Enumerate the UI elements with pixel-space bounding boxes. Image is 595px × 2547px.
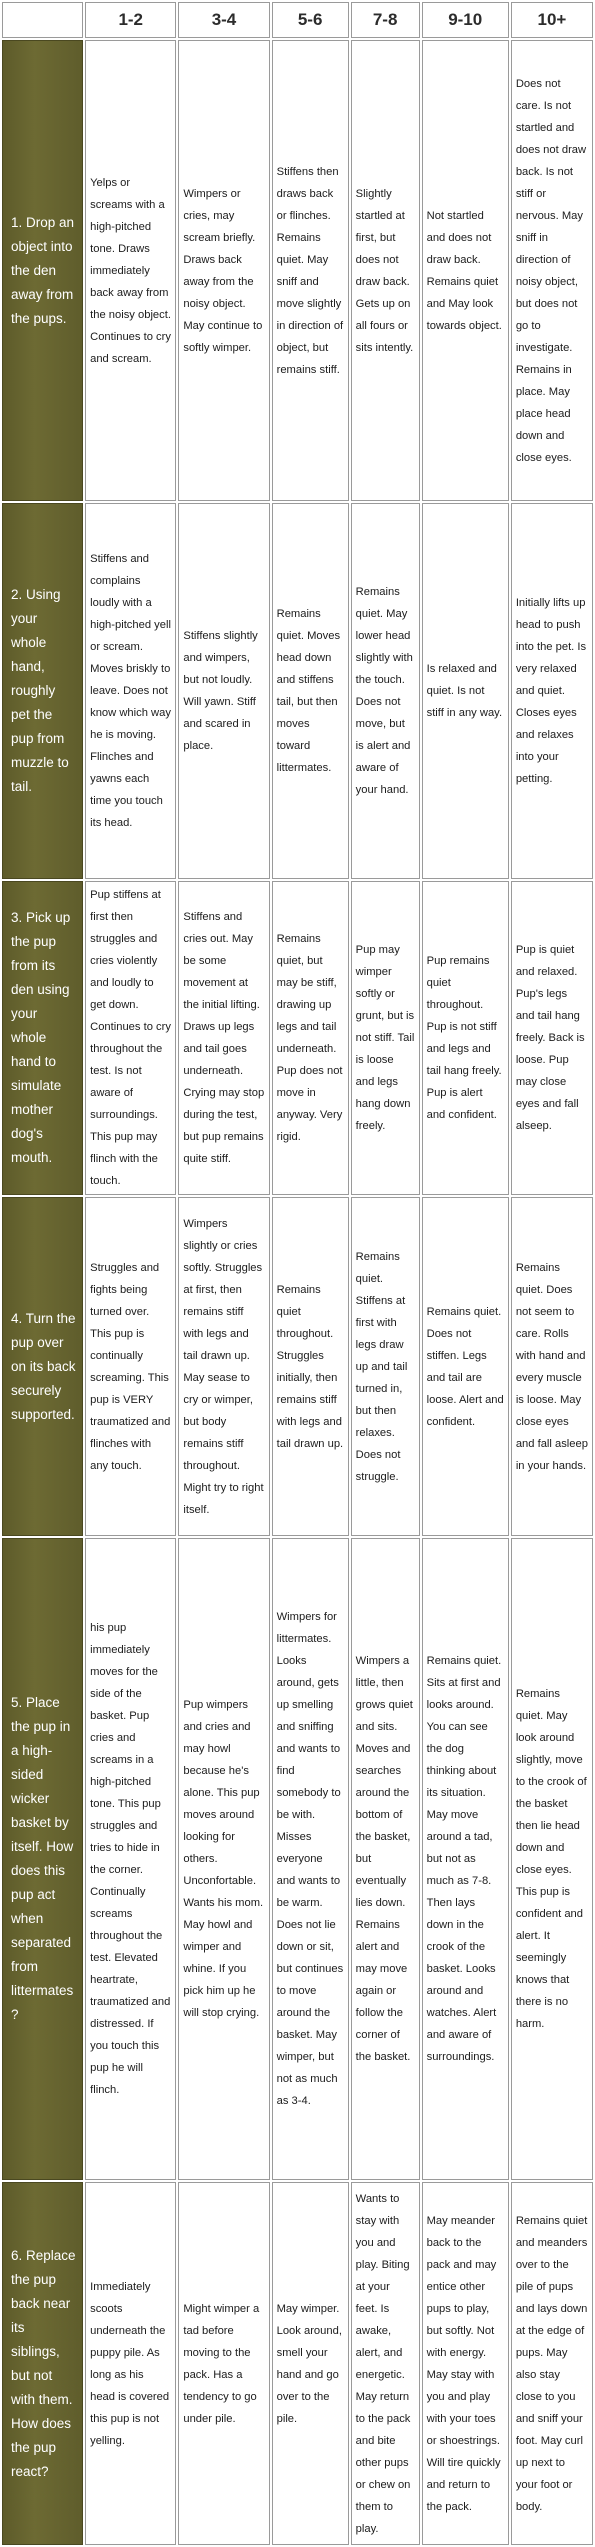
table-cell: Wimpers a little, then grows quiet and sits. Moves and searches around the bottom of the basket, but eventually lies down. Remains alert and may move again or follow the corner of the basket. <box>351 1538 420 2180</box>
table-cell: Remains quiet. May lower head slightly with the touch. Does not move, but is alert and aware of your hand. <box>351 503 420 879</box>
table-cell: Remains quiet. May look around slightly, move to the crook of the basket then lie head down and close eyes. This pup is confident and alert. It seemingly knows that there is no harm. <box>511 1538 593 2180</box>
table-cell: Pup remains quiet throughout. Pup is not stiff and legs and tail hang freely. Pup is alert and confident. <box>422 881 509 1195</box>
table-cell: Remains quiet, but may be stiff, drawing up legs and tail underneath. Pup does not move in anyway. Very rigid. <box>272 881 349 1195</box>
table-cell: Immediately scoots underneath the puppy pile. As long as his head is covered this pup is not yelling. <box>85 2182 176 2545</box>
score-header-1-2: 1-2 <box>85 2 176 38</box>
table-cell: Stiffens then draws back or flinches. Remains quiet. May sniff and move slightly in direction of object, but remains stiff. <box>272 40 349 501</box>
table-cell: Yelps or screams with a high-pitched tone. Draws immediately back away from the noisy object. Continues to cry and scream. <box>85 40 176 501</box>
test-label: 5. Place the pup in a high-sided wicker basket by itself. How does this pup act when separated from littermates? <box>2 1538 83 2180</box>
table-cell: Not startled and does not draw back. Remains quiet and May look towards object. <box>422 40 509 501</box>
table-cell: Remains quiet. Does not stiffen. Legs and tail are loose. Alert and confident. <box>422 1197 509 1536</box>
header-row <box>2 2 593 38</box>
test-label: 6. Replace the pup back near its siblings, but not with them. How does the pup react? <box>2 2182 83 2545</box>
table-cell: Pup wimpers and cries and may howl because he's alone. This pup moves around looking for others. Unconfortable. Wants his mom. May howl and wimper and whine. If you pick him up he will stop crying. <box>178 1538 269 2180</box>
score-header-9-10: 9-10 <box>422 2 509 38</box>
test-label: 4. Turn the pup over on its back securely supported. <box>2 1197 83 1536</box>
test-label: 2. Using your whole hand, roughly pet the pup from muzzle to tail. <box>2 503 83 879</box>
table-row <box>2 881 593 1195</box>
table-cell: Wants to stay with you and play. Biting at your feet. Is awake, alert, and energetic. May return to the pack and bite other pups or chew on them to play. <box>351 2182 420 2545</box>
test-label: 1. Drop an object into the den away from the pups. <box>2 40 83 501</box>
table-cell: Stiffens slightly and wimpers, but not loudly. Will yawn. Stiff and scared in place. <box>178 503 269 879</box>
table-cell: his pup immediately moves for the side of the basket. Pup cries and screams in a high-pitched tone. This pup struggles and tries to hide in the corner. Continually screams throughout the test. Elevated heartrate, traumatized and distressed. If you touch this pup he will flinch. <box>85 1538 176 2180</box>
table-row <box>2 2182 593 2545</box>
table-cell: Initially lifts up head to push into the pet. Is very relaxed and quiet. Closes eyes and relaxes into your petting. <box>511 503 593 879</box>
table-cell: Stiffens and cries out. May be some movement at the initial lifting. Draws up legs and tail goes underneath. Crying may stop during the test, but pup remains quite stiff. <box>178 881 269 1195</box>
table-row <box>2 1197 593 1536</box>
table-cell: Remains quiet. Does not seem to care. Rolls with hand and every muscle is loose. May close eyes and fall asleep in your hands. <box>511 1197 593 1536</box>
table-cell: Wimpers or cries, may scream briefly. Draws back away from the noisy object. May continue to softly wimper. <box>178 40 269 501</box>
score-header-10-plus: 10+ <box>511 2 593 38</box>
score-header-3-4: 3-4 <box>178 2 269 38</box>
table-row <box>2 40 593 501</box>
table-cell: Remains quiet and meanders over to the pile of pups and lays down at the edge of pups. May also stay close to you and sniff your foot. May curl up next to your foot or body. <box>511 2182 593 2545</box>
table-cell: Might wimper a tad before moving to the pack. Has a tendency to go under pile. <box>178 2182 269 2545</box>
table-cell: Is relaxed and quiet. Is not stiff in any way. <box>422 503 509 879</box>
table-cell: Does not care. Is not startled and does not draw back. Is not stiff or nervous. May sniff in direction of noisy object, but does not go to investigate. Remains in place. May place head down and close eyes. <box>511 40 593 501</box>
table-cell: Pup may wimper softly or grunt, but is not stiff. Tail is loose and legs hang down freely. <box>351 881 420 1195</box>
table-cell: Remains quiet. Stiffens at first with legs draw up and tail turned in, but then relaxes. Does not struggle. <box>351 1197 420 1536</box>
table-cell: May meander back to the pack and may entice other pups to play, but softly. Not with energy. May stay with you and play with your toes or shoestrings. Will tire quickly and return to the pack. <box>422 2182 509 2545</box>
test-label: 3. Pick up the pup from its den using your whole hand to simulate mother dog's mouth. <box>2 881 83 1195</box>
corner-cell <box>2 2 83 38</box>
table-cell: Remains quiet throughout. Struggles initially, then remains stiff with legs and tail drawn up. <box>272 1197 349 1536</box>
table-cell: Remains quiet. Sits at first and looks around. You can see the dog thinking about its situation. May move around a tad, but not as much as 7-8. Then lays down in the crook of the basket. Looks around and watches. Alert and aware of surroundings. <box>422 1538 509 2180</box>
table-cell: May wimper. Look around, smell your hand and go over to the pile. <box>272 2182 349 2545</box>
table-cell: Struggles and fights being turned over. This pup is continually screaming. This pup is VERY traumatized and flinches with any touch. <box>85 1197 176 1536</box>
score-header-7-8: 7-8 <box>351 2 420 38</box>
table-row <box>2 503 593 879</box>
table-row <box>2 1538 593 2180</box>
table-cell: Slightly startled at first, but does not draw back. Gets up on all fours or sits intently. <box>351 40 420 501</box>
table-cell: Remains quiet. Moves head down and stiffens tail, but then moves toward littermates. <box>272 503 349 879</box>
table-cell: Wimpers for littermates. Looks around, gets up smelling and sniffing and wants to find somebody to be with. Misses everyone and wants to be warm. Does not lie down or sit, but continues to move around the basket. May wimper, but not as much as 3-4. <box>272 1538 349 2180</box>
table-cell: Stiffens and complains loudly with a high-pitched yell or scream. Moves briskly to leave. Does not know which way he is moving. Flinches and yawns each time you touch its head. <box>85 503 176 879</box>
table-cell: Wimpers slightly or cries softly. Struggles at first, then remains stiff with legs and tail drawn up. May sease to cry or wimper, but body remains stiff throughout. Might try to right itself. <box>178 1197 269 1536</box>
table-cell: Pup stiffens at first then struggles and cries violently and loudly to get down. Continues to cry throughout the test. Is not aware of surroundings. This pup may flinch with the touch. <box>85 881 176 1195</box>
score-header-5-6: 5-6 <box>272 2 349 38</box>
table-cell: Pup is quiet and relaxed. Pup's legs and tail hang freely. Back is loose. Pup may close eyes and fall alseep. <box>511 881 593 1195</box>
